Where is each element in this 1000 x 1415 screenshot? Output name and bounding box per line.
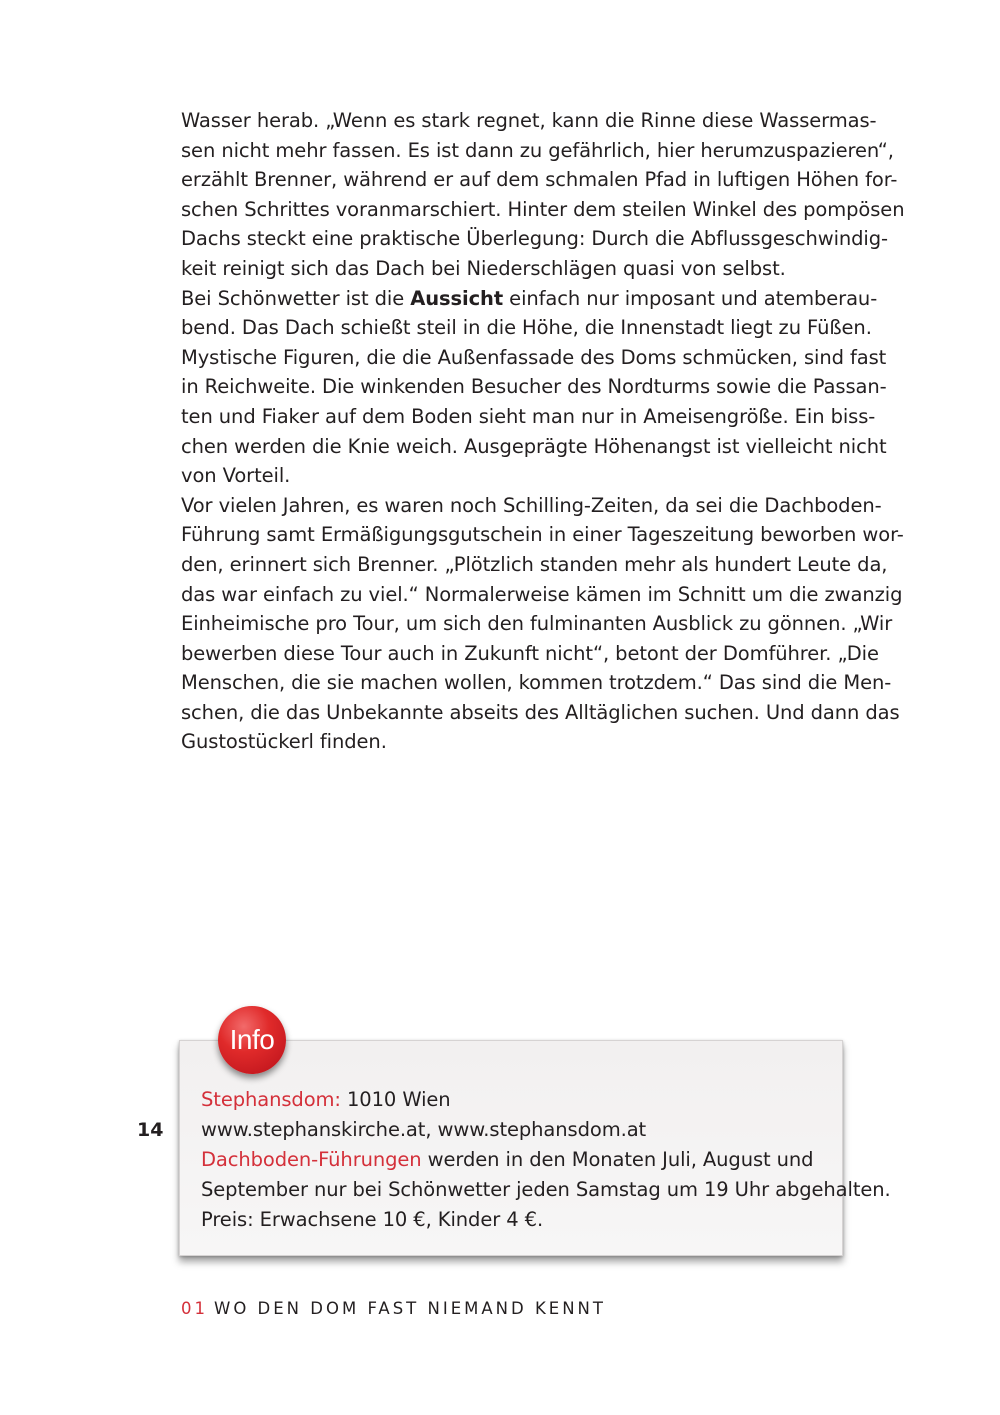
highlight-term: Aussicht xyxy=(410,286,504,310)
body-line: schen, die das Unbekannte abseits des Alltäglichen suchen. Und dann das xyxy=(181,700,900,724)
info-badge: Info xyxy=(218,1006,286,1074)
body-line: Führung samt Ermäßigungsgutschein in einer Tageszeitung beworben wor- xyxy=(181,523,904,547)
body-text-fragment: einfach nur imposant und atemberau- xyxy=(509,286,878,310)
info-address xyxy=(201,1085,841,1115)
info-websites: www.stephanskirche.at, www.stephansdom.at xyxy=(201,1118,647,1141)
info-prices: Preis: Erwachsene 10 €, Kinder 4 €. xyxy=(201,1208,544,1231)
body-line: keit reinigt sich das Dach bei Niederschlägen quasi von selbst. xyxy=(181,256,786,280)
article-body xyxy=(181,106,905,757)
chapter-number: 01 xyxy=(181,1299,208,1318)
body-line: bewerben diese Tour auch in Zukunft nicht“, betont der Domführer. „Die xyxy=(181,641,879,665)
body-line: Gustostückerl finden. xyxy=(181,730,387,754)
place-label: Stephansdom: xyxy=(201,1088,341,1111)
body-line: das war einfach zu viel.“ Normalerweise kämen im Schnitt um die zwanzig xyxy=(181,582,903,606)
body-line: Mystische Figuren, die die Außenfassade des Doms schmücken, sind fast xyxy=(181,345,887,369)
body-line: erzählt Brenner, während er auf dem schmalen Pfad in luftigen Höhen for- xyxy=(181,168,898,192)
body-line: Wasser herab. „Wenn es stark regnet, kann die Rinne diese Wassermas- xyxy=(181,109,877,132)
body-line: in Reichweite. Die winkenden Besucher des Nordturms sowie die Passan- xyxy=(181,375,887,399)
tour-text: werden in den Monaten Juli, August und xyxy=(421,1148,814,1171)
body-line: den, erinnert sich Brenner. „Plötzlich standen mehr als hundert Leute da, xyxy=(181,552,888,576)
chapter-title: WO DEN DOM FAST NIEMAND KENNT xyxy=(214,1299,606,1318)
body-line: schen Schrittes voranmarschiert. Hinter dem steilen Winkel des pompösen xyxy=(181,197,905,221)
body-line-with-highlight xyxy=(181,284,878,314)
body-line: Menschen, die sie machen wollen, kommen trotzdem.“ Das sind die Men- xyxy=(181,671,892,695)
body-line: Dachs steckt eine praktische Überlegung: Durch die Abflussgeschwindig- xyxy=(181,227,888,251)
body-line: ten und Fiaker auf dem Boden sieht man nur in Ameisengröße. Ein biss- xyxy=(181,404,876,428)
body-line: chen werden die Knie weich. Ausgeprägte Höhenangst ist vielleicht nicht xyxy=(181,434,887,458)
page-number: 14 xyxy=(137,1119,164,1141)
tour-label: Dachboden-Führungen xyxy=(201,1148,422,1171)
body-line: bend. Das Dach schießt steil in die Höhe, die Innenstadt liegt zu Füßen. xyxy=(181,316,872,340)
info-content xyxy=(201,1085,891,1235)
info-tour-continued: September nur bei Schönwetter jeden Samstag um 19 Uhr abgehalten. xyxy=(201,1178,891,1201)
body-text-fragment: Bei Schönwetter ist die xyxy=(181,286,405,310)
body-line: von Vorteil. xyxy=(181,464,291,488)
running-footer xyxy=(181,1297,606,1321)
body-line: Einheimische pro Tour, um sich den fulminanten Ausblick zu gönnen. „Wir xyxy=(181,612,893,636)
place-value: 1010 Wien xyxy=(340,1088,451,1111)
info-tour xyxy=(201,1145,841,1175)
body-line: Vor vielen Jahren, es waren noch Schilling-Zeiten, da sei die Dachboden- xyxy=(181,493,882,517)
body-line: sen nicht mehr fassen. Es ist dann zu gefährlich, hier herumzuspazieren“, xyxy=(181,138,894,162)
